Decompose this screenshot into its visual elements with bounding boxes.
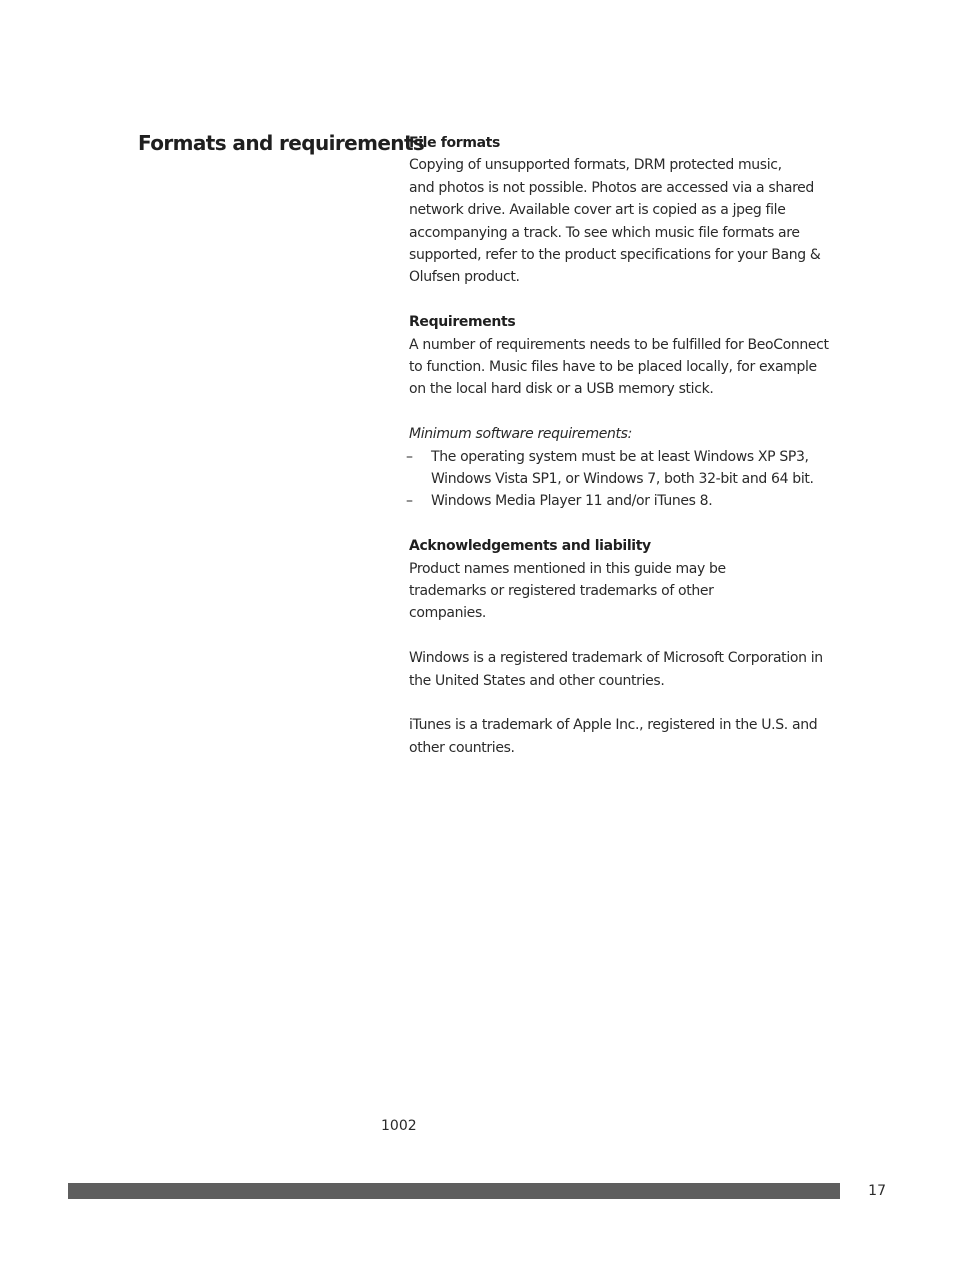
list-item [406, 490, 845, 512]
footer-bar [68, 1183, 840, 1199]
file-formats-paragraph [409, 154, 845, 288]
requirements-heading: Requirements [409, 314, 516, 331]
page-title: Formats and requirements [138, 131, 425, 155]
text-line: Copying of unsupported formats, DRM protected music, [409, 157, 782, 174]
spacer [409, 513, 845, 535]
text-line: to function. Music files have to be placed locally, for example [409, 359, 817, 376]
text-line: companies. [409, 605, 486, 622]
text-line: A number of requirements needs to be fulfilled for BeoConnect [409, 336, 829, 353]
text-line: Olufsen product. [409, 269, 520, 286]
list-item [406, 446, 845, 491]
text-line: the United States and other countries. [409, 672, 665, 689]
dash-bullet: – [406, 448, 413, 465]
acknowledgements-heading: Acknowledgements and liability [409, 538, 651, 555]
text-line: and photos is not possible. Photos are accessed via a shared [409, 179, 814, 196]
file-formats-heading: File formats [409, 135, 501, 151]
text-line: other countries. [409, 739, 515, 756]
text-line: accompanying a track. To see which music file formats are [409, 224, 800, 241]
requirements-paragraph [409, 334, 845, 401]
software-requirements-list [406, 446, 845, 513]
page-number: 17 [868, 1183, 886, 1199]
spacer [409, 692, 845, 714]
acknowledgements-section [409, 535, 845, 759]
requirements-section [406, 311, 845, 513]
document-code: 1002 [381, 1118, 417, 1134]
text-line: Windows Vista SP1, or Windows 7, both 32-bit and 64 bit. [431, 471, 814, 488]
text-line: Windows is a registered trademark of Microsoft Corporation in [409, 650, 823, 667]
spacer [409, 625, 845, 647]
dash-bullet: – [406, 493, 413, 510]
text-line: iTunes is a trademark of Apple Inc., registered in the U.S. and [409, 717, 818, 734]
text-line: Product names mentioned in this guide may be [409, 560, 726, 577]
itunes-trademark-paragraph [409, 714, 845, 759]
text-line: network drive. Available cover art is copied as a jpeg file [409, 202, 786, 219]
spacer [409, 401, 845, 423]
acknowledgements-paragraph [409, 558, 845, 625]
spacer [409, 289, 845, 311]
windows-trademark-paragraph [409, 647, 845, 692]
minimum-software-heading: Minimum software requirements: [409, 426, 632, 443]
file-formats-section [409, 132, 845, 289]
text-line: trademarks or registered trademarks of other [409, 583, 714, 600]
text-line: on the local hard disk or a USB memory stick. [409, 381, 714, 398]
text-line: Windows Media Player 11 and/or iTunes 8. [431, 493, 713, 510]
main-content [406, 132, 845, 759]
text-line: supported, refer to the product specifications for your Bang & [409, 247, 821, 264]
text-line: The operating system must be at least Windows XP SP3, [431, 448, 809, 465]
